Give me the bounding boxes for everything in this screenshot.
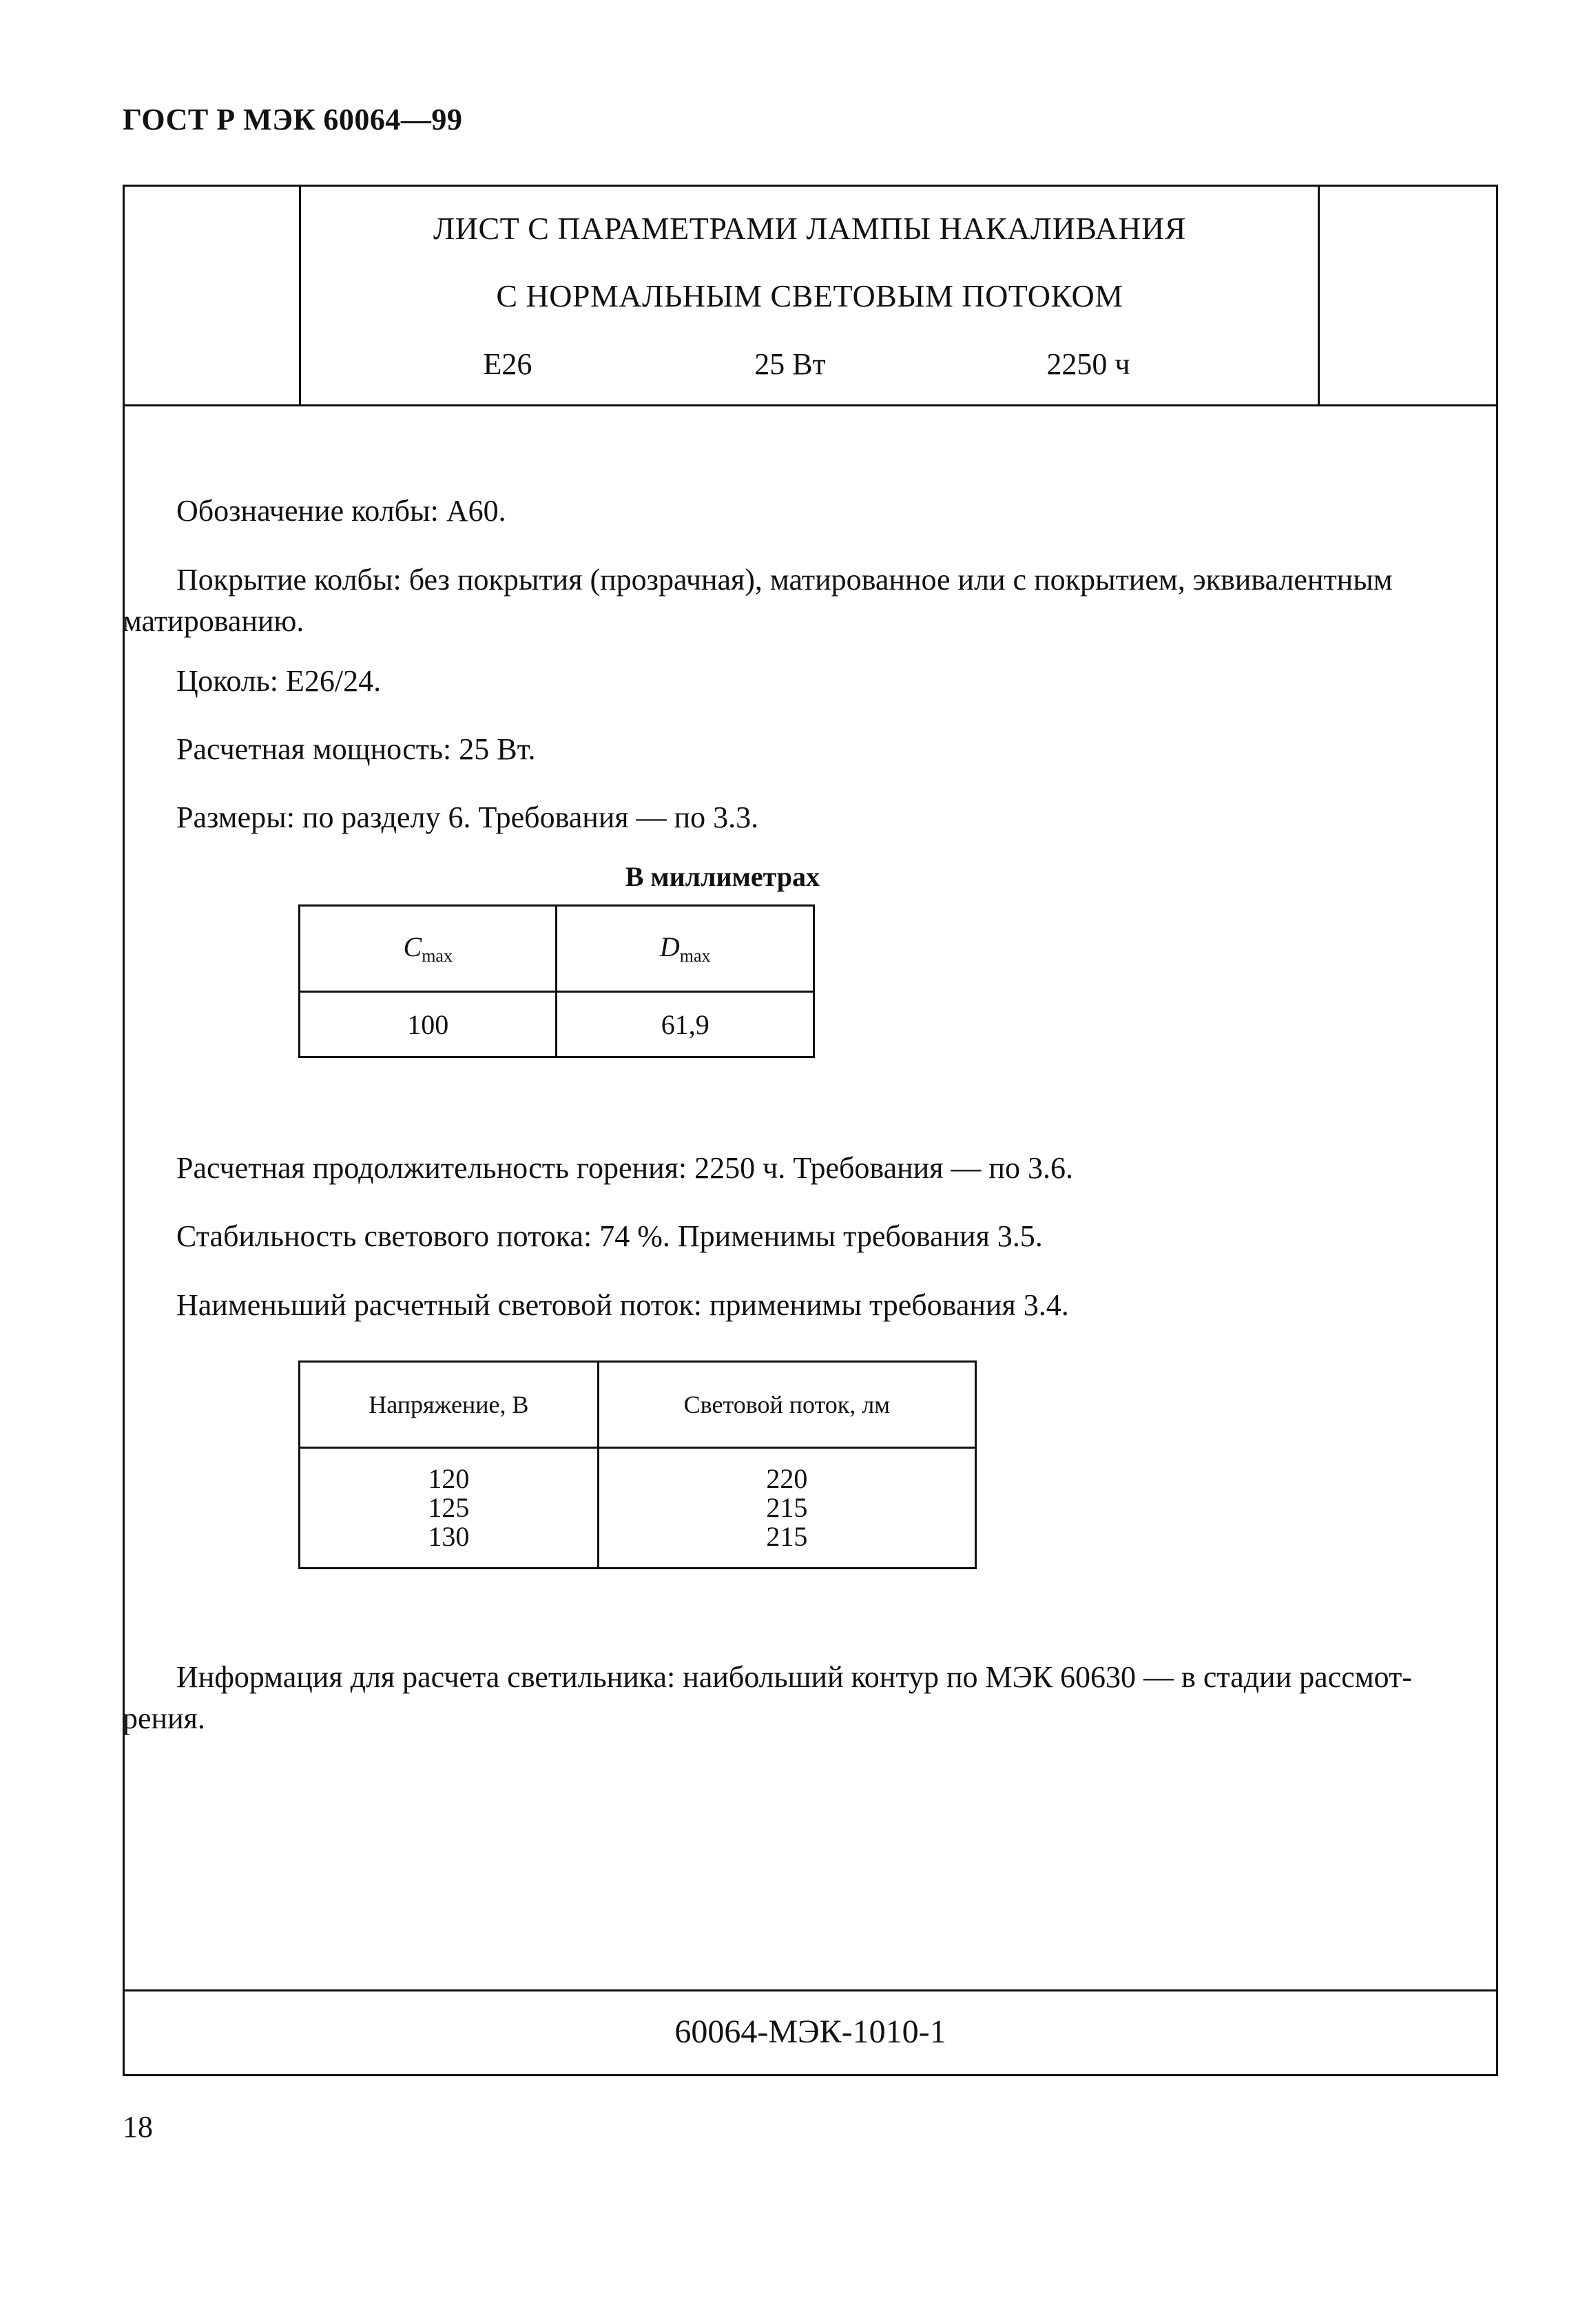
bulb-coating-line1: Покрытие колбы: без покрытия (прозрачная), матированное или с покрытием, эквивалентным	[176, 563, 1393, 597]
dimensions-requirement-text: Размеры: по разделу 6. Требования — по 3.3.	[176, 800, 759, 834]
rated-life	[123, 1148, 1493, 1189]
min-luminous-flux-text: Наименьший расчетный световой поток: применимы требования 3.4.	[176, 1288, 1069, 1322]
flux-header-flux: Световой поток, лм	[598, 1362, 975, 1448]
rated-power	[123, 729, 1493, 770]
table-row-voltage: 120	[428, 1463, 470, 1494]
table-row-flux: 215	[766, 1492, 808, 1523]
dimensions-header-d: $D_{max}$	[557, 906, 814, 992]
units-label: В миллиметрах	[625, 861, 820, 892]
dimensions-requirement	[123, 797, 1493, 838]
table-row-voltage: 130	[428, 1521, 470, 1552]
bulb-coating-line2: матированию.	[123, 604, 304, 638]
title-block-divider	[123, 404, 1498, 406]
dimensions-table	[298, 904, 815, 1058]
flux-flux-cell	[598, 1448, 975, 1569]
bulb-designation	[123, 490, 1493, 532]
luminaire-info-line1: Информация для расчета светильника: наибольший контур по МЭК 60630 — в стадии рассмот-	[176, 1660, 1412, 1694]
sheet-title-line1: ЛИСТ С ПАРАМЕТРАМИ ЛАМПЫ НАКАЛИВАНИЯ	[433, 211, 1186, 246]
table-row-flux: 215	[766, 1521, 808, 1552]
footer-divider	[123, 1989, 1498, 1991]
luminaire-info	[123, 1657, 1493, 1739]
lumen-maintenance-text: Стабильность светового потока: 74 %. Применимы требования 3.5.	[176, 1219, 1043, 1253]
cap-type-text: Цоколь: Е26/24.	[176, 664, 382, 698]
rated-life-text: Расчетная продолжительность горения: 2250 ч. Требования — по 3.6.	[176, 1151, 1073, 1185]
cap-type	[123, 661, 1493, 702]
dimensions-header-c: $C_{max}$	[300, 906, 557, 992]
document-code: ГОСТ Р МЭК 60064—99	[123, 103, 463, 136]
luminaire-info-line2: рения.	[123, 1701, 205, 1735]
flux-table	[298, 1360, 977, 1569]
sheet-title-line2: С НОРМАЛЬНЫМ СВЕТОВЫМ ПОТОКОМ	[496, 278, 1123, 313]
rated-power-text: Расчетная мощность: 25 Вт.	[176, 732, 536, 766]
flux-voltage-cell	[300, 1448, 599, 1569]
table-row-voltage: 125	[428, 1492, 470, 1523]
lumen-maintenance	[123, 1216, 1493, 1257]
sheet-cap: Е26	[483, 347, 532, 381]
table-row-flux: 220	[766, 1463, 808, 1494]
min-luminous-flux	[123, 1285, 1493, 1326]
page-number: 18	[123, 2110, 153, 2144]
dimensions-value-d: 61,9	[557, 992, 814, 1057]
flux-header-voltage: Напряжение, В	[300, 1362, 599, 1448]
sheet-power: 25 Вт	[754, 347, 826, 381]
sheet-frame	[123, 185, 1498, 2076]
sheet-life: 2250 ч	[1046, 347, 1130, 381]
sheet-code: 60064-МЭК-1010-1	[674, 2014, 946, 2050]
dimensions-value-c: 100	[300, 992, 557, 1057]
bulb-designation-text: Обозначение колбы: А60.	[176, 494, 506, 528]
bulb-coating	[123, 559, 1493, 642]
